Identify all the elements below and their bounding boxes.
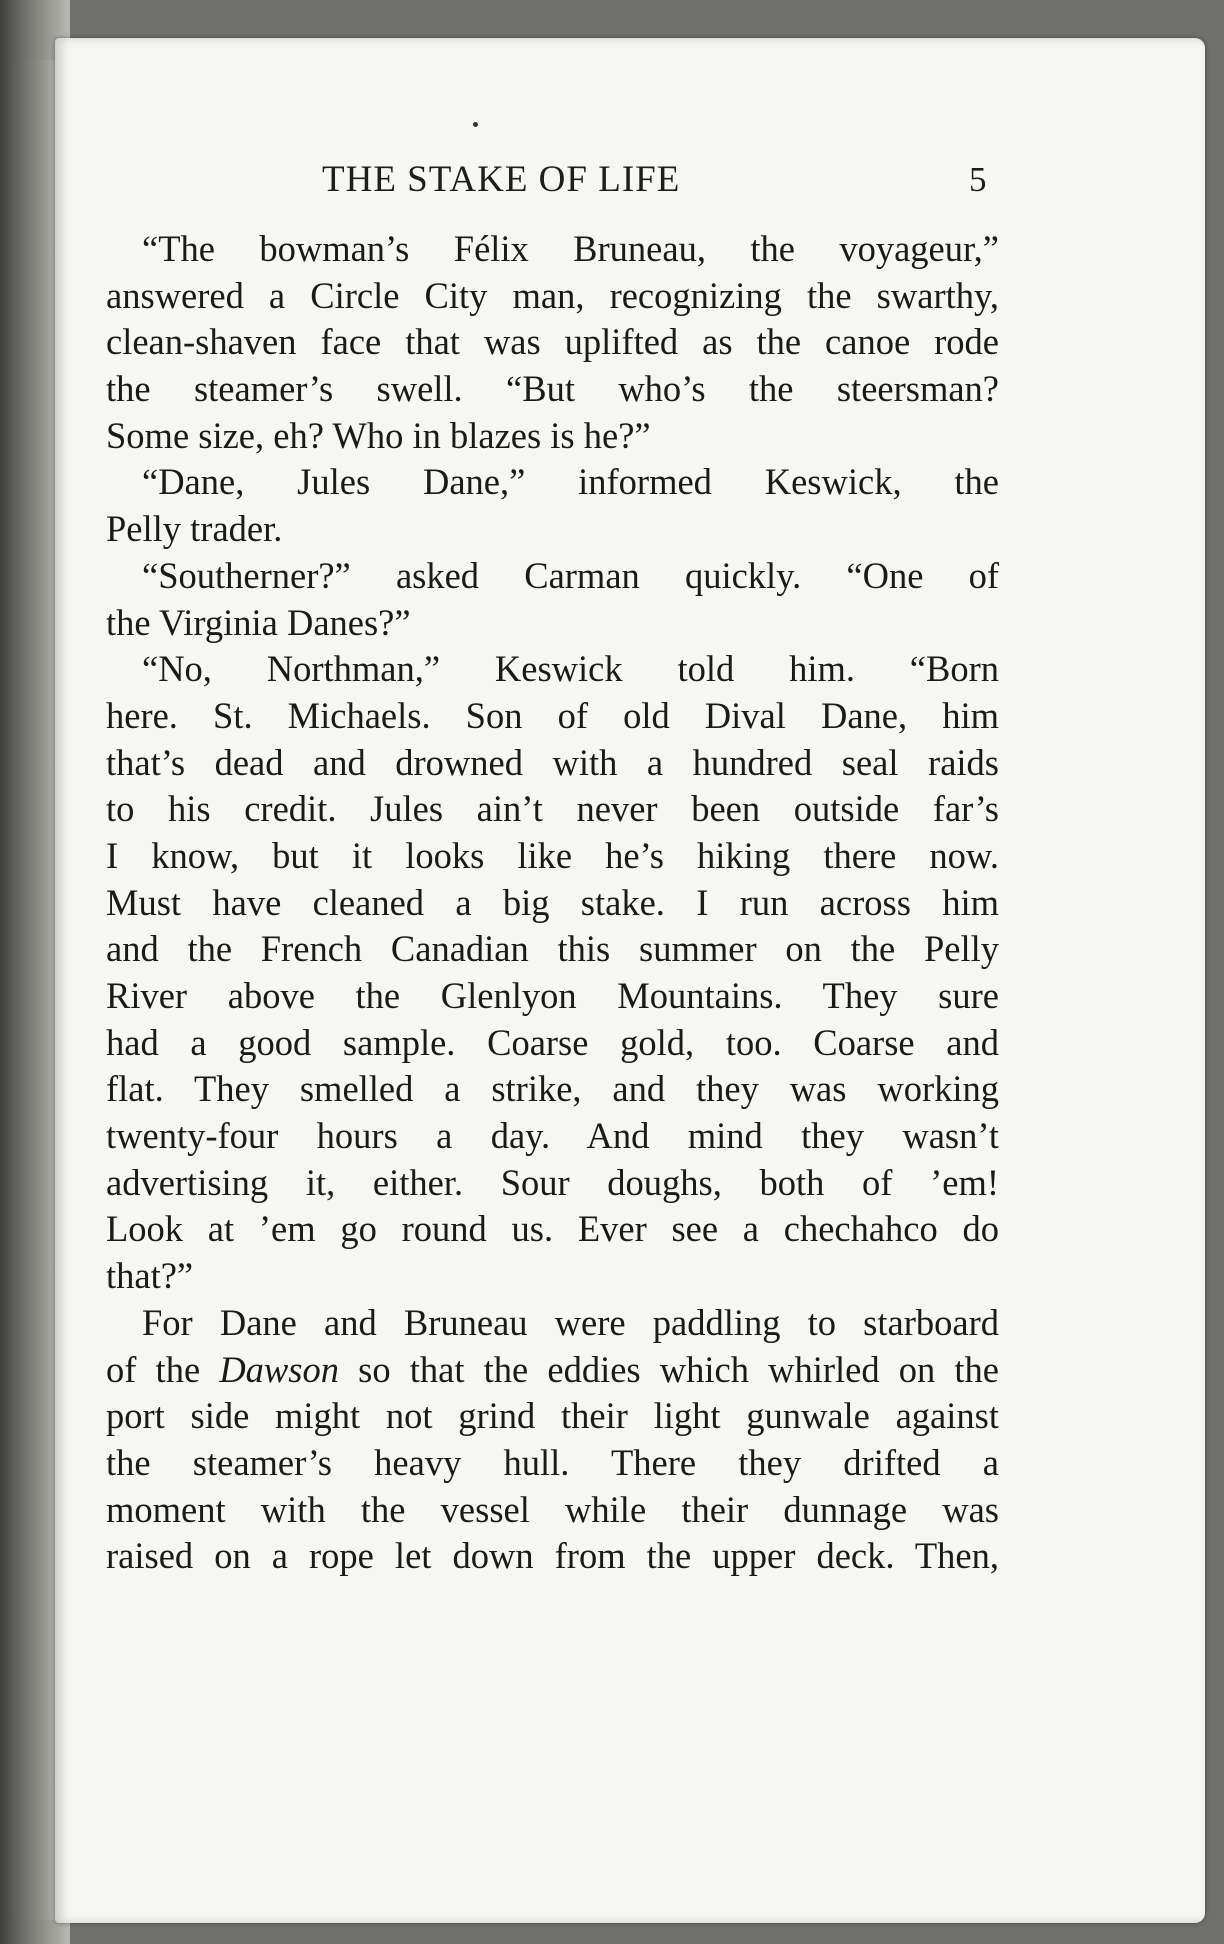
text-line: port side might not grind their light gunwale against	[106, 1395, 999, 1437]
text-line: answered a Circle City man, recognizing the swarthy,	[106, 274, 999, 316]
text-line: the steamer’s swell. “But who’s the steersman?	[106, 368, 999, 410]
text-line: “The bowman’s Félix Bruneau, the voyageur,”	[142, 228, 999, 269]
text-line: the steamer’s heavy hull. There they drifted a	[106, 1441, 999, 1483]
text-line: moment with the vessel while their dunnage was	[106, 1488, 999, 1530]
text-line: advertising it, either. Sour doughs, both of ’em!	[106, 1161, 999, 1203]
text-line: raised on a rope let down from the upper deck. Then,	[106, 1535, 999, 1577]
text-run: so that the eddies which whirled on the	[338, 1348, 1000, 1390]
text-line: I know, but it looks like he’s hiking there now.	[106, 834, 999, 876]
text-line: Must have cleaned a big stake. I run across him	[106, 881, 999, 923]
text-line: here. St. Michaels. Son of old Dival Dane, him	[106, 694, 999, 736]
text-line: the Virginia Danes?”	[106, 601, 411, 643]
text-line: Look at ’em go round us. Ever see a chechahco do	[106, 1208, 999, 1250]
text-line: that?”	[106, 1255, 194, 1297]
page-number: 5	[969, 160, 987, 199]
text-run: of the	[106, 1348, 220, 1390]
text-line: “Dane, Jules Dane,” informed Keswick, the	[142, 461, 999, 503]
text-line: had a good sample. Coarse gold, too. Coarse and	[106, 1021, 999, 1063]
italic-ship-name: Dawson	[219, 1348, 339, 1390]
text-line: flat. They smelled a strike, and they was working	[106, 1068, 999, 1110]
text-line	[106, 1347, 999, 1394]
text-line: to his credit. Jules ain’t never been outside far’s	[106, 788, 999, 830]
text-line: Pelly trader.	[106, 508, 283, 550]
text-run: For Dane and Bruneau were paddling to starboard	[142, 1301, 999, 1343]
text-line: and the French Canadian this summer on the Pelly	[106, 928, 999, 970]
text-line: clean-shaven face that was uplifted as the canoe rode	[106, 321, 999, 363]
text-line: Some size, eh? Who in blazes is he?”	[106, 414, 651, 456]
running-head: THE STAKE OF LIFE	[322, 159, 681, 200]
ink-fleck	[473, 122, 478, 127]
text-line: River above the Glenlyon Mountains. They sure	[106, 975, 999, 1016]
text-line: “Southerner?” asked Carman quickly. “One of	[142, 554, 999, 596]
text-line	[106, 1300, 999, 1347]
body-text	[106, 226, 999, 1580]
text-line: “No, Northman,” Keswick told him. “Born	[142, 648, 999, 690]
text-line: twenty-four hours a day. And mind they wasn’t	[106, 1115, 999, 1157]
text-line: that’s dead and drowned with a hundred seal raids	[106, 741, 999, 783]
